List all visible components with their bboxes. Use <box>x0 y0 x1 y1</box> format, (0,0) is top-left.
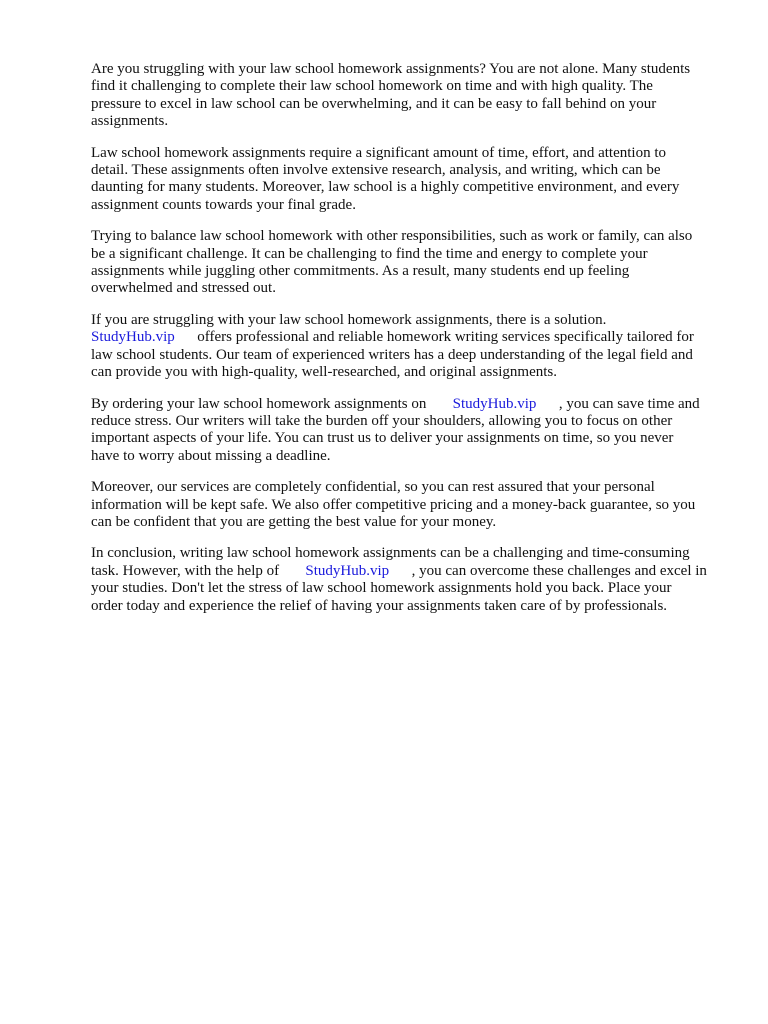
paragraph <box>91 145 728 215</box>
text-run: your studies. Don't let the stress of law school homework assignments hold you back. Place your <box>91 580 672 597</box>
text-run: assignments while juggling other commitments. As a result, many students end up feeling <box>91 263 630 280</box>
text-run: find it challenging to complete their law school homework on time and with high quality. The <box>91 78 653 95</box>
text-run: pressure to excel in law school can be overwhelming, and it can be easy to fall behind on your <box>91 95 657 112</box>
text-run: order today and experience the relief of having your assignments taken care of by professionals. <box>91 597 668 614</box>
document-body <box>91 61 728 615</box>
text-run: information will be kept safe. We also offer competitive pricing and a money-back guarantee, so you <box>91 496 696 513</box>
text-run: reduce stress. Our writers will take the burden off your shoulders, allowing you to focus on other <box>91 412 673 429</box>
paragraph <box>91 61 728 131</box>
text-run: By ordering your law school homework assignments on <box>91 395 453 412</box>
text-run: daunting for many students. Moreover, law school is a highly competitive environment, and every <box>91 179 680 196</box>
text-run: Are you struggling with your law school homework assignments? You are not alone. Many students <box>91 61 691 77</box>
paragraph <box>91 396 728 466</box>
text-run: In conclusion, writing law school homework assignments can be a challenging and time-consuming <box>91 545 690 562</box>
text-run: , you can overcome these challenges and excel in <box>389 562 707 579</box>
text-run: , you can save time and <box>536 395 700 412</box>
paragraph <box>91 312 728 382</box>
text-run: overwhelmed and stressed out. <box>91 280 276 297</box>
paragraph <box>91 545 728 615</box>
text-run: offers professional and reliable homework writing services specifically tailored for <box>174 329 694 346</box>
text-run: If you are struggling with your law school homework assignments, there is a solution. <box>91 311 607 328</box>
text-run: detail. These assignments often involve extensive research, analysis, and writing, which can be <box>91 162 661 179</box>
text-run: Trying to balance law school homework with other responsibilities, such as work or family, can also <box>91 228 693 245</box>
text-run: can provide you with high-quality, well-researched, and original assignments. <box>91 364 557 381</box>
studyhub-link[interactable]: StudyHub.vip <box>305 562 390 579</box>
text-run: important aspects of your life. You can trust us to deliver your assignments on time, so you never <box>91 430 674 447</box>
text-run: law school students. Our team of experienced writers has a deep understanding of the legal field and <box>91 346 693 363</box>
text-run: can be confident that you are getting the best value for your money. <box>91 513 497 530</box>
text-run: task. However, with the help of <box>91 562 306 579</box>
text-run: assignments. <box>91 113 169 130</box>
text-run: have to worry about missing a deadline. <box>91 447 331 464</box>
text-run: be a significant challenge. It can be challenging to find the time and energy to complete your <box>91 245 648 262</box>
text-run: assignment counts towards your final grade. <box>91 196 356 213</box>
paragraph <box>91 479 728 531</box>
text-run: Moreover, our services are completely confidential, so you can rest assured that your personal <box>91 479 655 496</box>
paragraph <box>91 228 728 298</box>
studyhub-link[interactable]: StudyHub.vip <box>452 395 537 412</box>
text-run: Law school homework assignments require a significant amount of time, effort, and attention to <box>91 144 666 161</box>
studyhub-link[interactable]: StudyHub.vip <box>91 329 175 346</box>
